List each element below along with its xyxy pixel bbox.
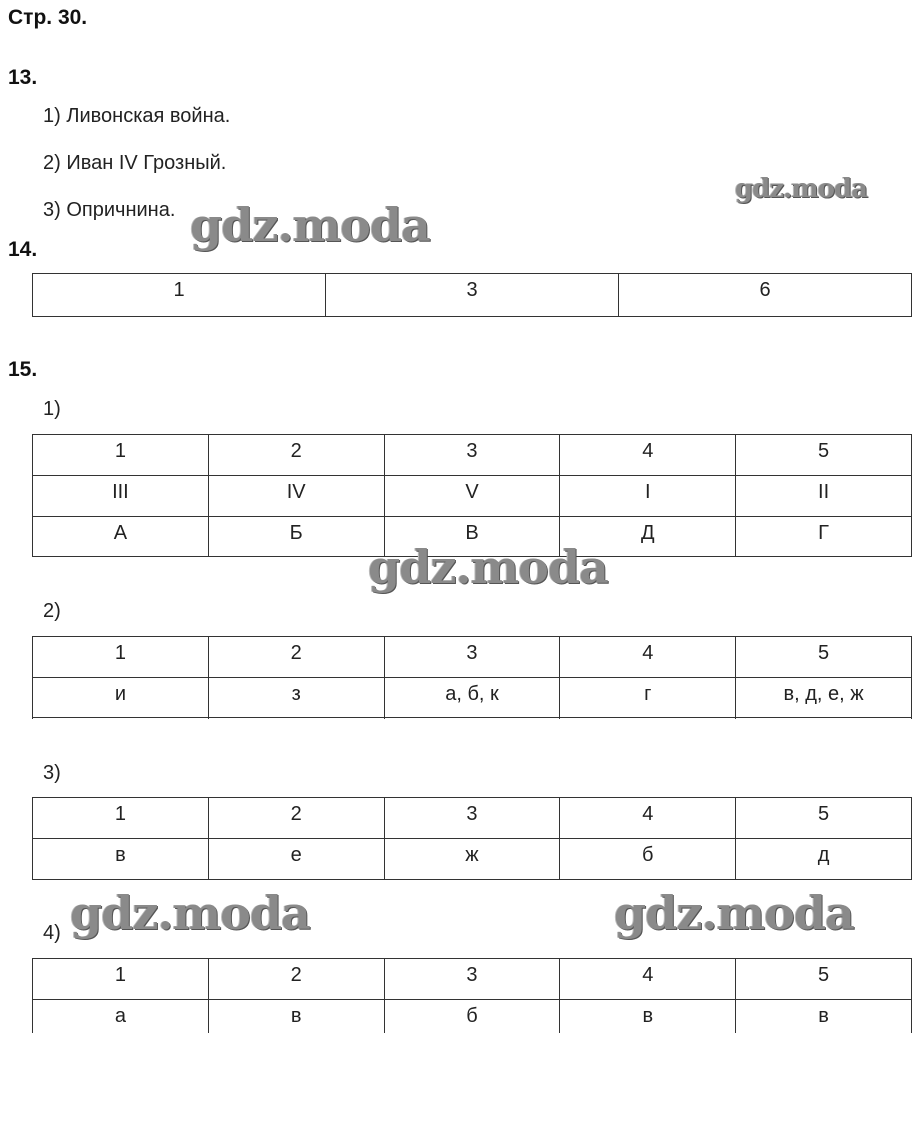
watermark: gdz.moda: [735, 174, 868, 204]
task-15-part-3-label: 3): [43, 762, 61, 784]
task-14-number: 14.: [8, 238, 38, 261]
table-cell: 1: [33, 637, 209, 678]
task-15-part-3-table: [32, 797, 912, 880]
table-cell: 6: [619, 274, 912, 317]
table-cell: V: [384, 476, 560, 517]
table-cell: 3: [384, 637, 560, 678]
table-cell: II: [736, 476, 912, 517]
table-cell: 2: [208, 798, 384, 839]
table-cell: з: [208, 678, 384, 719]
task-13-number: 13.: [8, 66, 38, 89]
table-cell: в: [560, 1000, 736, 1033]
table-cell: Д: [560, 517, 736, 557]
table-cell: 4: [560, 798, 736, 839]
watermark: gdz.moda: [70, 886, 310, 940]
table-cell: б: [384, 1000, 560, 1033]
task-15-part-2-table: [32, 636, 912, 719]
table-cell: I: [560, 476, 736, 517]
task-15-part-4-table: [32, 958, 912, 1033]
table-cell: б: [560, 839, 736, 880]
table-cell: 3: [384, 435, 560, 476]
task-15-part-1-label: 1): [43, 398, 61, 420]
watermark: gdz.moda: [614, 886, 854, 940]
table-cell: а, б, к: [384, 678, 560, 719]
table-cell: 3: [384, 959, 560, 1000]
table-cell: 4: [560, 959, 736, 1000]
task-13-item-1: 1) Ливонская война.: [43, 105, 231, 127]
table-cell: 5: [736, 435, 912, 476]
table-cell: ж: [384, 839, 560, 880]
page-title: Стр. 30.: [8, 6, 88, 29]
table-cell: 1: [33, 959, 209, 1000]
table-cell: в: [736, 1000, 912, 1033]
table-cell: 5: [736, 637, 912, 678]
table-cell: 1: [33, 435, 209, 476]
table-cell: в: [208, 1000, 384, 1033]
table-cell: 4: [560, 435, 736, 476]
table-cell: А: [33, 517, 209, 557]
table-cell: д: [736, 839, 912, 880]
task-13-item-2: 2) Иван IV Грозный.: [43, 152, 227, 174]
table-cell: Г: [736, 517, 912, 557]
task-14-table: [32, 273, 912, 317]
table-cell: 5: [736, 798, 912, 839]
table-cell: IV: [208, 476, 384, 517]
table-cell: III: [33, 476, 209, 517]
watermark: gdz.moda: [368, 540, 608, 594]
table-cell: 2: [208, 637, 384, 678]
table-bottom-rule: [32, 717, 912, 718]
table-cell: 5: [736, 959, 912, 1000]
table-cell: е: [208, 839, 384, 880]
table-cell: Б: [208, 517, 384, 557]
table-cell: 1: [33, 274, 326, 317]
watermark: gdz.moda: [190, 198, 430, 252]
table-cell: 1: [33, 798, 209, 839]
table-cell: а: [33, 1000, 209, 1033]
task-15-part-2-label: 2): [43, 600, 61, 622]
table-cell: г: [560, 678, 736, 719]
table-cell: и: [33, 678, 209, 719]
table-cell: 3: [384, 798, 560, 839]
task-15-number: 15.: [8, 358, 38, 381]
table-cell: в, д, е, ж: [736, 678, 912, 719]
task-13-item-3: 3) Опричнина.: [43, 199, 176, 221]
table-cell: В: [384, 517, 560, 557]
table-cell: 2: [208, 435, 384, 476]
task-15-part-4-label: 4): [43, 922, 61, 944]
table-cell: 2: [208, 959, 384, 1000]
table-cell: 4: [560, 637, 736, 678]
table-cell: 3: [326, 274, 619, 317]
table-cell: в: [33, 839, 209, 880]
task-15-part-1-table: [32, 434, 912, 557]
